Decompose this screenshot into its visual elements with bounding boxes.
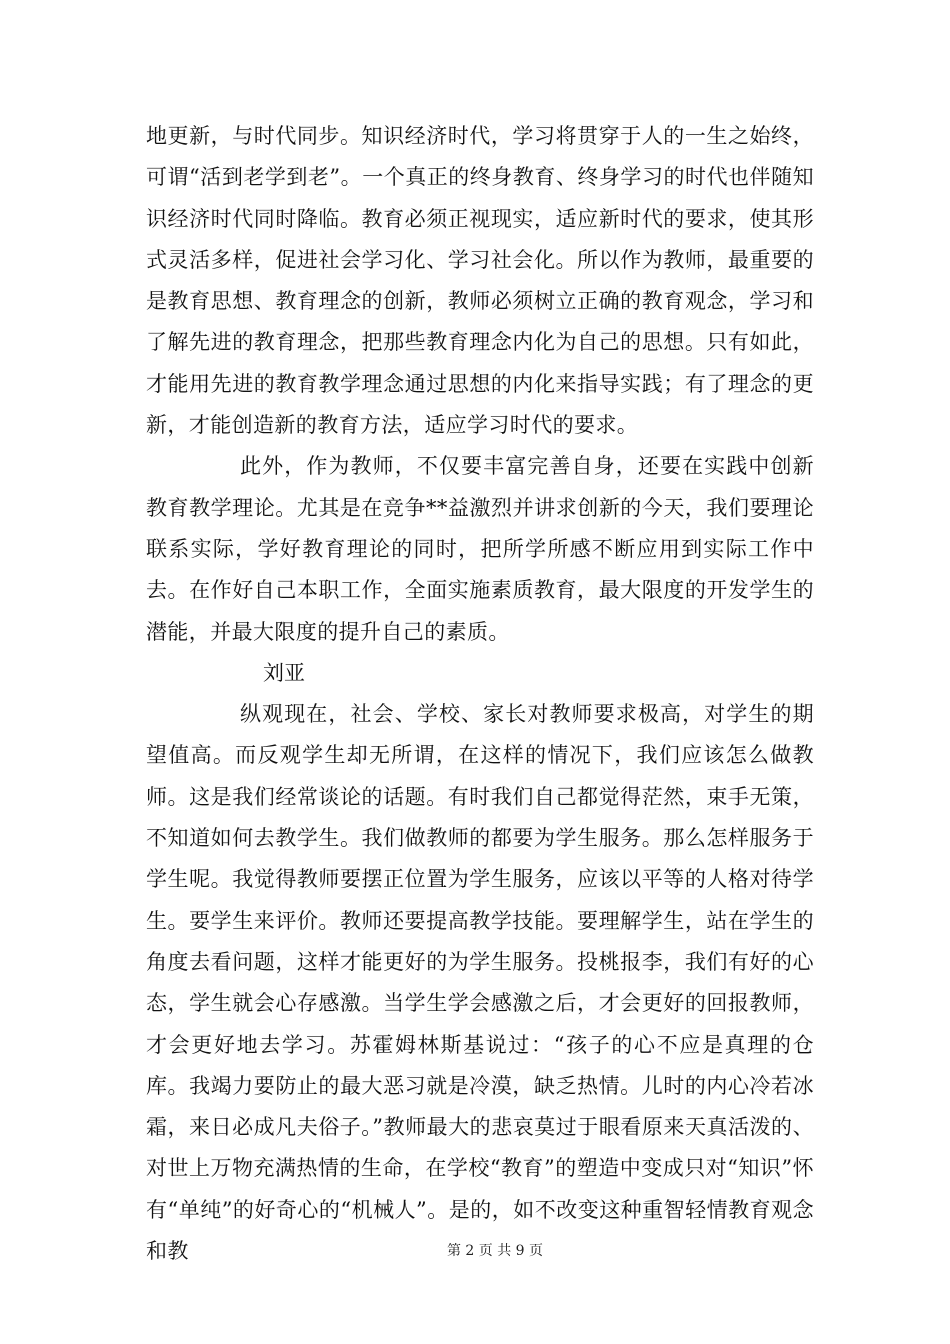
author-name: 刘亚 [263, 660, 305, 685]
page-number-footer: 第 2 页 共 9 页 [446, 1243, 544, 1259]
paragraph-innovation: 此外，作为教师，不仅要丰富完善自身，还要在实践中创新教育教学理论。尤其是在竞争**益激烈并讲求创新的今天，我们要理论联系实际，学好教育理论的同时，把所学所感不断应用到实际工作中去。在作好自己本职工作，全面实施素质教育，最大限度的开发学生的潜能，并最大限度的提升自己的素质。 [146, 454, 814, 644]
paragraph-teacher-role: 纵观现在，社会、学校、家长对教师要求极高，对学生的期望值高。而反观学生却无所谓，在这样的情况下，我们应该怎么做教师。这是我们经常谈论的话题。有时我们自己都觉得茫然，束手无策，不知道如何去教学生。我们做教师的都要为学生服务。那么怎样服务于学生呢。我觉得教师要摆正位置为学生服务，应该以平等的人格对待学生。要学生来评价。教师还要提高教学技能。要理解学生，站在学生的角度去看问题，这样才能更好的为学生服务。投桃报李，我们有好的心态，学生就会心存感激。当学生学会感激之后，才会更好的回报教师，才会更好地去学习。苏霍姆林斯基说过：“孩子的心不应是真理的仓库。我竭力要防止的最大恶习就是冷漠，缺乏热情。儿时的内心冷若冰霜，来日必成凡夫俗子。”教师最大的悲哀莫过于眼看原来天真活泼的、对世上万物充满热情的生命，在学校“教育”的塑造中变成只对“知识”怀有“单纯”的好奇心的“机械人”。是的，如不改变这种重智轻情教育观念和教 [146, 702, 814, 1264]
paragraph-continuation: 地更新，与时代同步。知识经济时代，学习将贯穿于人的一生之始终，可谓“活到老学到老”。一个真正的终身教育、终身学习的时代也伴随知识经济时代同时降临。教育必须正视现实，适应新时代的要求，使其形式灵活多样，促进社会学习化、学习社会化。所以作为教师，最重要的是教育思想、教育理念的创新，教师必须树立正确的教育观念，学习和了解先进的教育理念，把那些教育理念内化为自己的思想。只有如此，才能用先进的教育教学理念通过思想的内化来指导实践；有了理念的更新，才能创造新的教育方法，适应学习时代的要求。 [146, 124, 814, 438]
document-body [146, 116, 814, 1272]
